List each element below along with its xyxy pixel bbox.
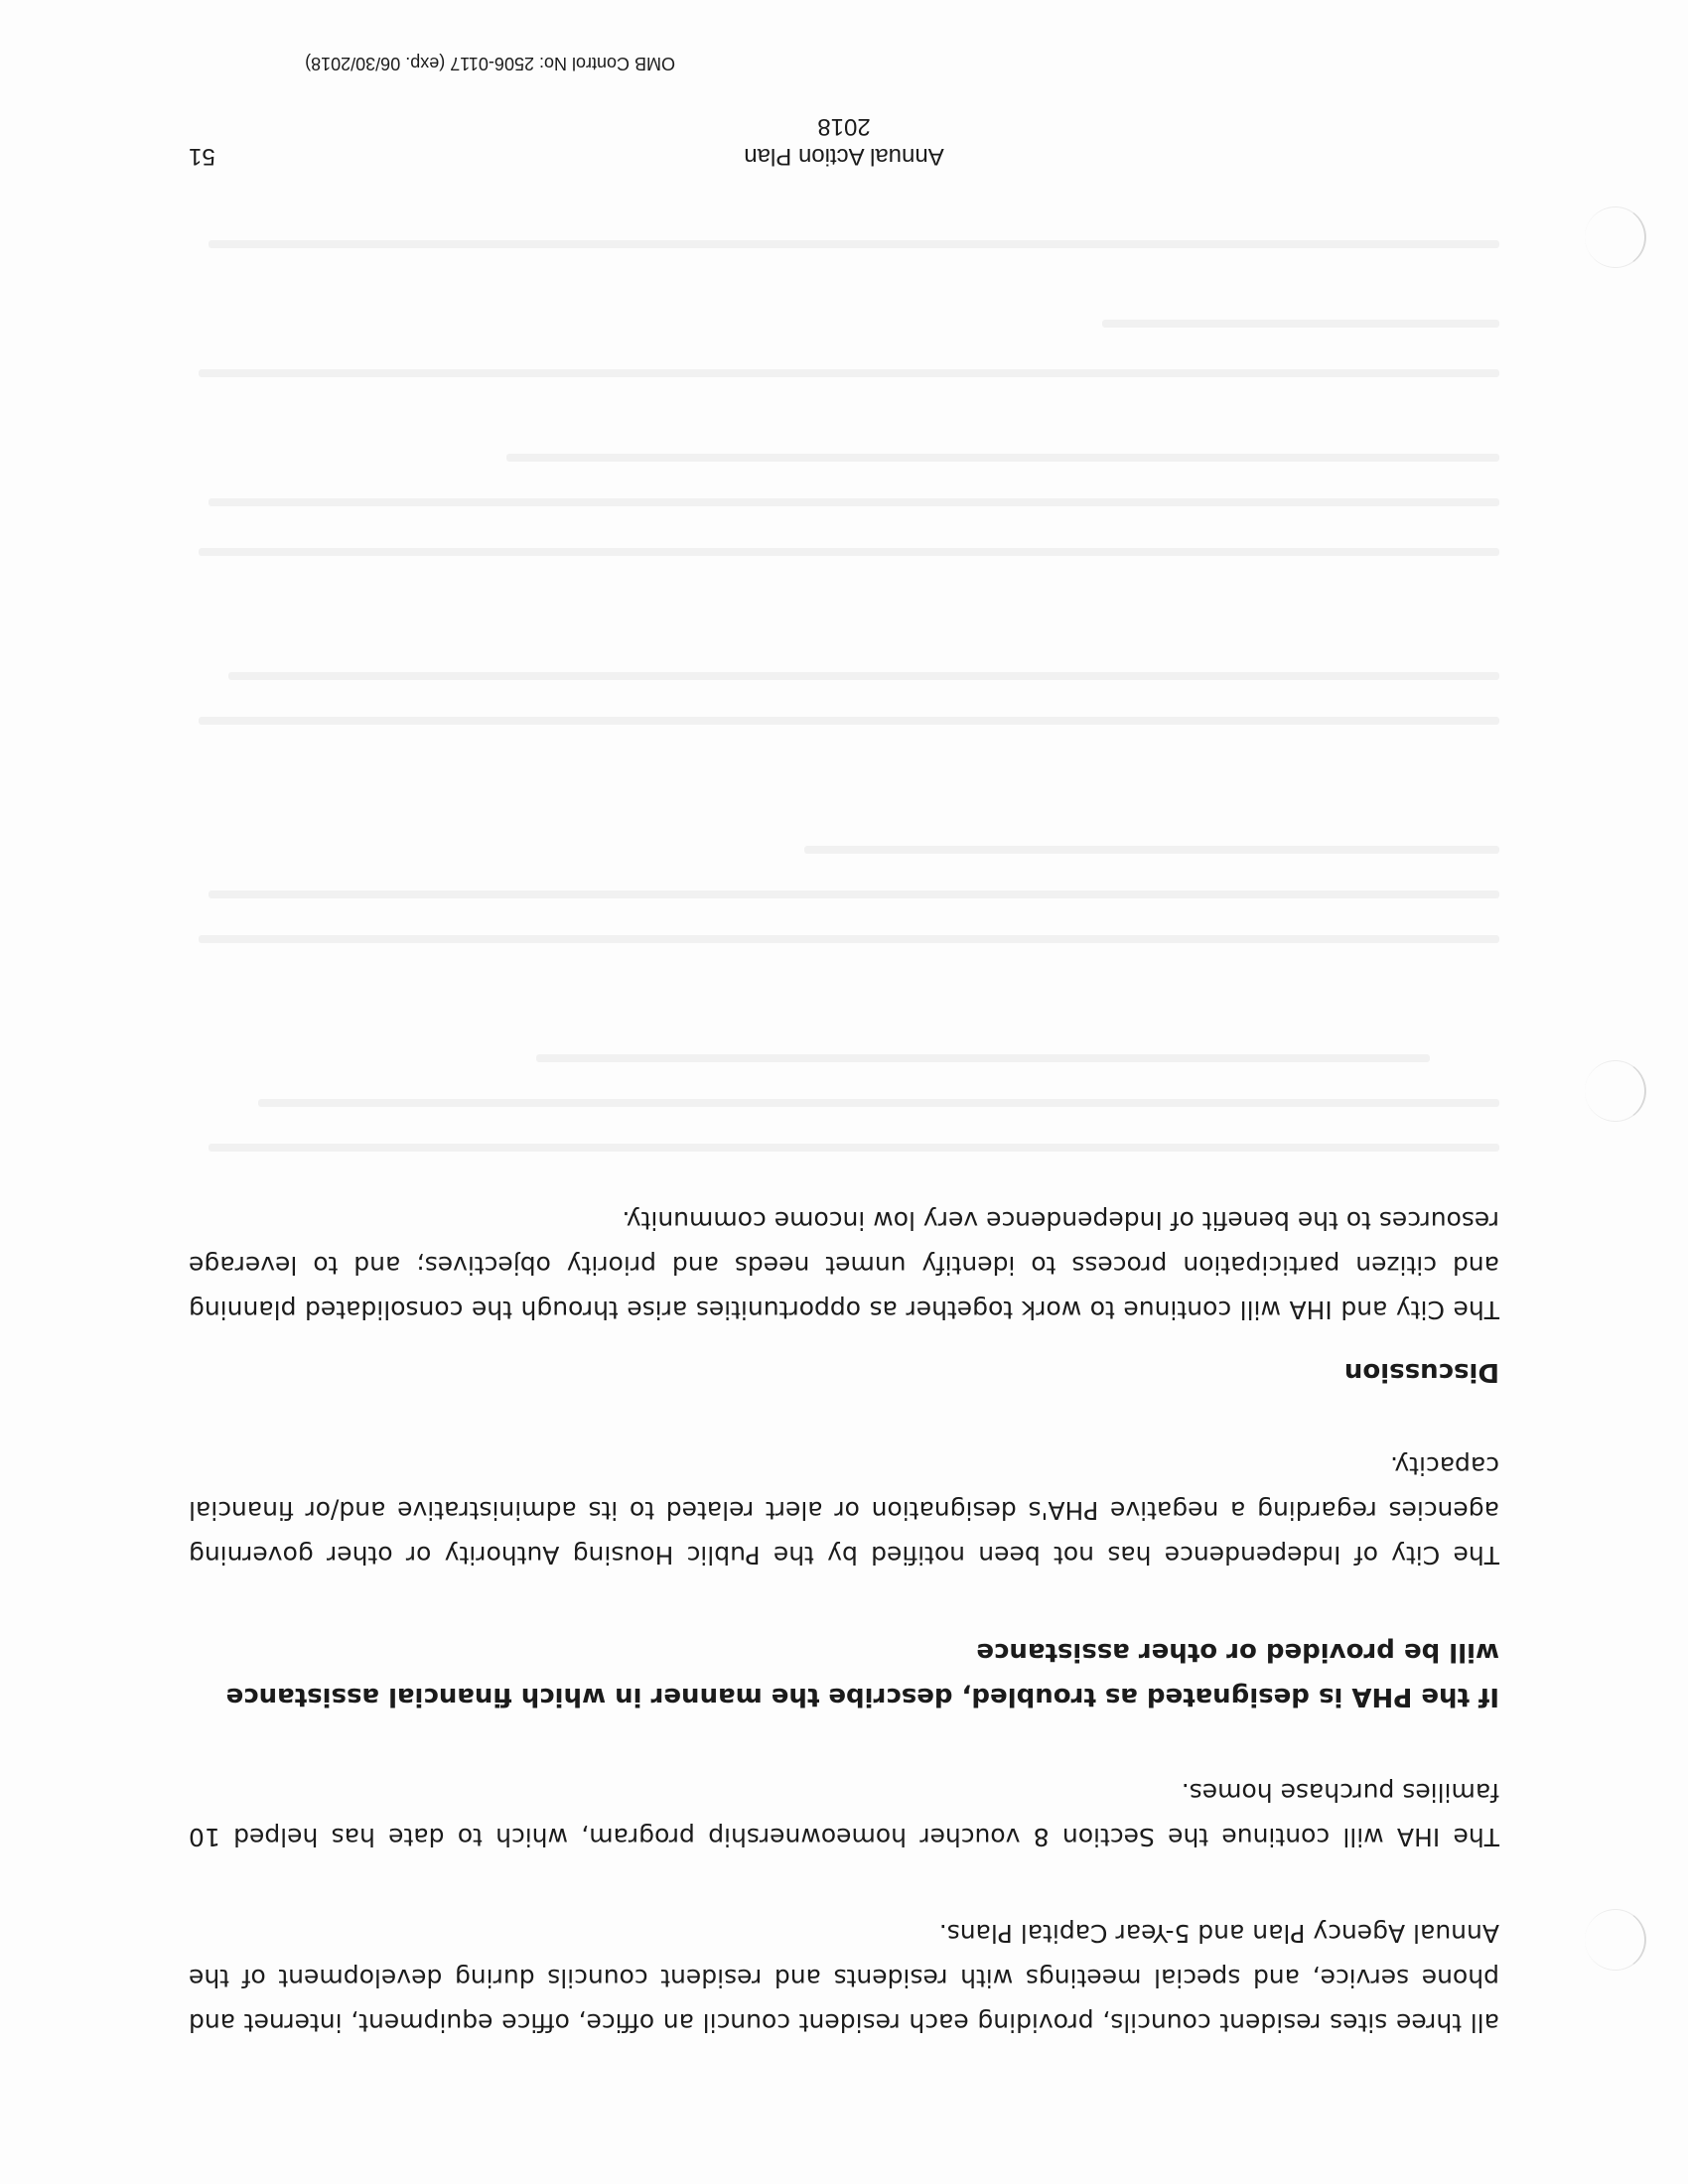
punch-hole: [1585, 1909, 1646, 1971]
discussion-paragraph: The City and IHA will continue to work together as opportunities arise through the consolidated planning and citizen participation process to identify unmet needs and priority objectives; and to leverage resources to the benefit of Independence very low income community.: [189, 1206, 1499, 1324]
bleed-through-line: [506, 454, 1499, 462]
punch-hole: [1585, 206, 1646, 268]
bleed-through-line: [199, 369, 1499, 377]
not-troubled-paragraph: The City of Independence has not been notified by the Public Housing Authority or other governing agencies regarding a negative PHA's designation or alert related to its administrative and/or financial capacity.: [189, 1451, 1499, 1570]
bleed-through-line: [209, 498, 1499, 506]
page-body: [189, 1147, 1499, 2045]
punch-hole: [1585, 1060, 1646, 1122]
bleed-through-line: [199, 548, 1499, 556]
bleed-through-line: [209, 890, 1499, 898]
bleed-through-line: [258, 1099, 1499, 1107]
troubled-pha-heading: If the PHA is designated as troubled, describe the manner in which financial assistance will be provided or other assistance: [225, 1637, 1499, 1711]
page-number: 51: [189, 143, 215, 170]
bleed-through-line: [804, 846, 1499, 854]
bleed-through-line: [209, 240, 1499, 248]
bleed-through-line: [228, 672, 1499, 680]
bleed-through-line: [1102, 320, 1499, 328]
bleed-through-line: [536, 1054, 1430, 1062]
footer-title-block: [189, 111, 1499, 171]
footer-year: 2018: [817, 113, 871, 140]
bleed-through-line: [199, 935, 1499, 943]
bleed-through-line: [199, 717, 1499, 725]
homeownership-paragraph: The IHA will continue the Section 8 voucher homeownership program, which to date has helped 10 families purchase homes.: [189, 1778, 1499, 1851]
omb-control-number: OMB Control No: 2506-0117 (exp. 06/30/2018): [305, 54, 675, 73]
footer-title: Annual Action Plan: [744, 143, 944, 170]
discussion-heading: Discussion: [1343, 1357, 1499, 1387]
resident-councils-paragraph: all three sites resident councils, providing each resident council an office, office equipment, internet and phone service, and special meetings with residents and resident councils during development of the Annual Agency Plan and 5-Year Capital Plans.: [189, 1919, 1499, 2037]
page-footer: [189, 111, 1499, 171]
